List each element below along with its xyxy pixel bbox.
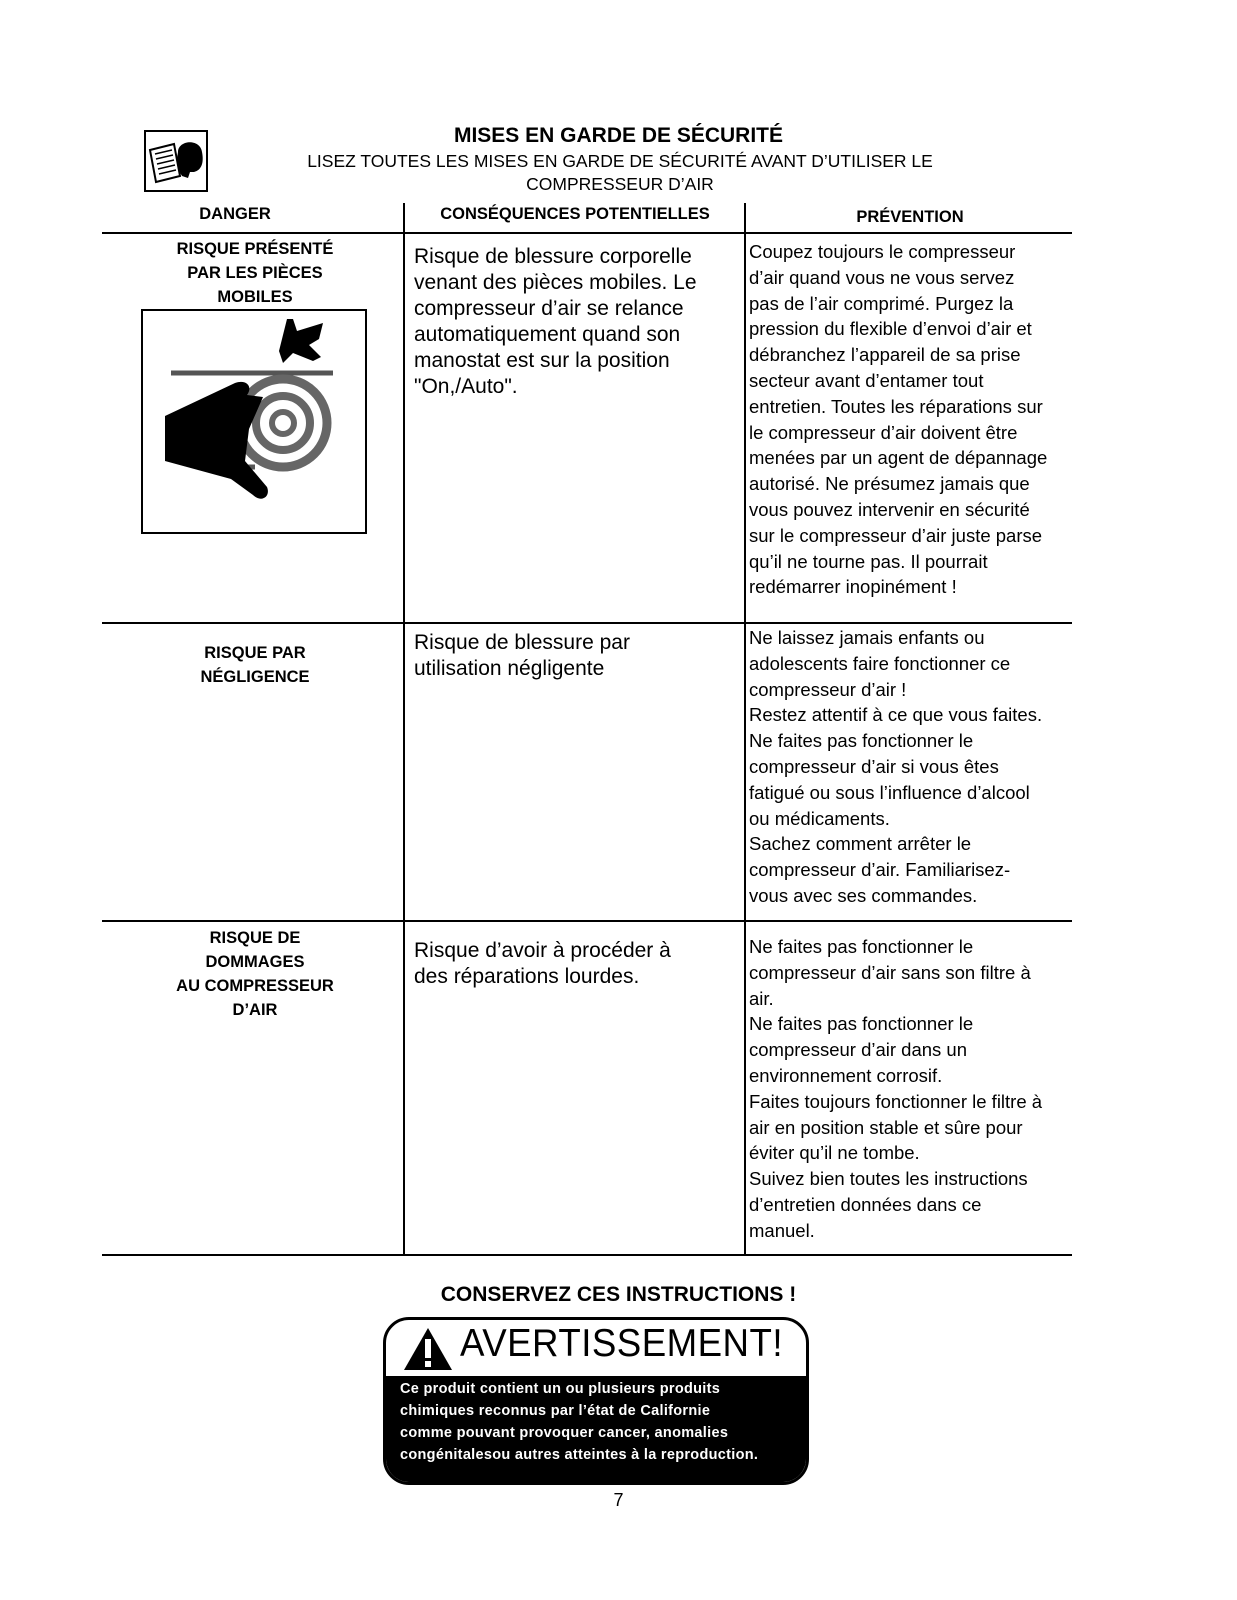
warning-text: Ce produit contient un ou plusieurs produits chimiques reconnus par l’état de Californie comme pouvant provoquer cancer, anomalies congénitalesou autres atteintes à la reproduction.: [386, 1376, 806, 1482]
prevention-moving-parts: Coupez toujours le compresseur d’air quand vous ne vous servez pas de l’air comprimé. Purgez la pression du flexible d’envoi d’air et débranchez l’appareil de sa prise secteur avant d’entamer tout entretien. Toutes les réparations sur le compresseur d’air doivent être menées par un agent de dépannage autorisé. Ne présumez jamais que vous pouvez intervenir en sécurité sur le compresseur d’air juste parse qu’il ne tourne pas. Il pourrait redémarrer inopinément !: [749, 241, 1048, 598]
column-header-prevention: PRÉVENTION: [856, 208, 964, 226]
consequence-moving-parts: Risque de blessure corporelle venant des pièces mobiles. Le compresseur d’air se relance automatiquement quand son manostat est sur la position "On,/Auto".: [414, 245, 697, 398]
prevention-negligence: Ne laissez jamais enfants ou adolescents faire fonctionner ce compresseur d’air ! Restez attentif à ce que vous faites. Ne faites pas fonctionner le compresseur d’air si vous êtes fatigué ou sous l’influence d’alcool ou médicaments. Sachez comment arrêter le compresseur d’air. Familiarisez- vous avec ses commandes.: [749, 627, 1043, 906]
prevention-damage: Ne faites pas fonctionner le compresseur d’air sans son filtre à air. Ne faites pas fonctionner le compresseur d’air dans un environnement corrosif. Faites toujours fonctionner le filtre à air en position stable et sûre pour éviter qu’il ne tombe. Suivez bien toutes les instructions d’entretien données dans ce manuel.: [749, 936, 1043, 1241]
danger-label-moving-parts: RISQUE PRÉSENTÉ PAR LES PIÈCES MOBILES: [176, 240, 334, 306]
column-divider: [744, 203, 746, 1256]
page-subtitle: [250, 150, 990, 196]
column-divider: [403, 203, 405, 1256]
moving-parts-hazard-icon: [143, 311, 365, 532]
consequence-damage: Risque d’avoir à procéder à des réparations lourdes.: [414, 939, 671, 988]
table-rule: [102, 1254, 1072, 1256]
column-header-danger: DANGER: [199, 205, 271, 223]
table-rule: [102, 920, 1072, 922]
warning-title: AVERTISSEMENT!: [460, 1322, 784, 1365]
column-header-consequences: CONSÉQUENCES POTENTIELLES: [440, 205, 710, 223]
page-title: MISES EN GARDE DE SÉCURITÉ: [453, 124, 784, 147]
warning-triangle-icon: [402, 1326, 454, 1372]
subtitle-line: LISEZ TOUTES LES MISES EN GARDE DE SÉCURITÉ AVANT D’UTILISER LE: [307, 151, 933, 171]
table-rule: [102, 232, 1072, 234]
page-number: 7: [613, 1490, 624, 1510]
danger-label-negligence: RISQUE PAR NÉGLIGENCE: [200, 644, 310, 686]
consequence-negligence: Risque de blessure par utilisation négligente: [414, 631, 630, 680]
moving-parts-pictogram: [141, 309, 367, 534]
subtitle-line: COMPRESSEUR D’AIR: [526, 174, 714, 194]
save-instructions-heading: CONSERVEZ CES INSTRUCTIONS !: [440, 1283, 797, 1306]
table-rule: [102, 622, 1072, 624]
danger-label-damage: RISQUE DE DOMMAGES AU COMPRESSEUR D’AIR: [176, 929, 334, 1019]
warning-header: [386, 1320, 806, 1376]
warning-panel: [383, 1317, 809, 1485]
